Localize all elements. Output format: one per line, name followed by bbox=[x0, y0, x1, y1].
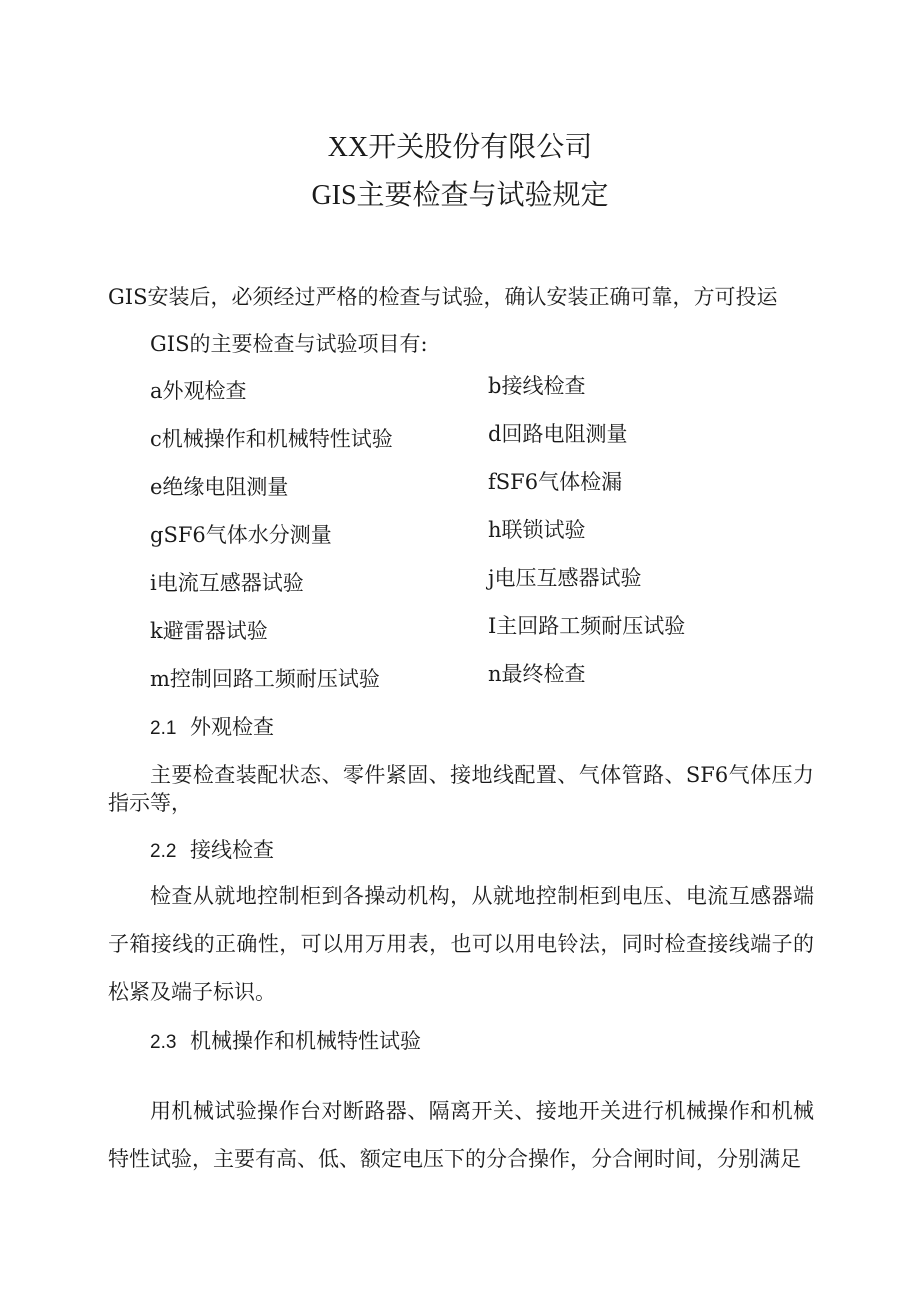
list-item: e绝缘电阻测量 bbox=[150, 475, 289, 499]
list-item: n最终检查 bbox=[488, 662, 586, 686]
section-number: 2.2 bbox=[150, 841, 177, 862]
list-item: b接线检查 bbox=[488, 374, 586, 398]
list-item: fSF6气体检漏 bbox=[488, 470, 623, 494]
section-body: 用机械试验操作台对断路器、隔离开关、接地开关进行机械操作和机械特性试验，主要有高、低、额定电压下的分合操作，分合闸时间，分别满足 bbox=[108, 1099, 814, 1171]
list-item: j电压互感器试验 bbox=[488, 566, 642, 590]
section-body: 检查从就地控制柜到各操动机构，从就地控制柜到电压、电流互感器端子箱接线的正确性，可以用万用表，也可以用电铃法，同时检查接线端子的松紧及端子标识。 bbox=[108, 884, 814, 1004]
list-item: c机械操作和机械特性试验 bbox=[150, 427, 393, 451]
document-title-main: GIS主要检查与试验规定 bbox=[311, 180, 609, 211]
items-heading: GIS的主要检查与试验项目有: bbox=[150, 332, 428, 356]
section-heading bbox=[150, 1027, 421, 1057]
section-number: 2.3 bbox=[150, 1032, 177, 1053]
section-title: 接线检查 bbox=[190, 838, 274, 862]
list-item: I主回路工频耐压试验 bbox=[488, 614, 686, 638]
section-heading bbox=[150, 836, 274, 866]
list-item: h联锁试验 bbox=[488, 518, 586, 542]
list-item: i电流互感器试验 bbox=[150, 571, 304, 595]
section-title: 机械操作和机械特性试验 bbox=[190, 1029, 421, 1053]
section-heading bbox=[150, 713, 274, 743]
document-title-company: XX开关股份有限公司 bbox=[327, 132, 593, 163]
list-item: gSF6气体水分测量 bbox=[150, 523, 332, 547]
list-item: d回路电阻测量 bbox=[488, 422, 628, 446]
section-body: 主要检查装配状态、零件紧固、接地线配置、气体管路、SF6气体压力指示等， bbox=[108, 763, 814, 815]
section-number: 2.1 bbox=[150, 718, 177, 739]
list-item: m控制回路工频耐压试验 bbox=[150, 667, 380, 691]
list-item: a外观检查 bbox=[150, 379, 247, 403]
intro-paragraph: GIS安装后，必须经过严格的检查与试验，确认安装正确可靠，方可投运 bbox=[108, 285, 778, 309]
list-item: k避雷器试验 bbox=[150, 619, 268, 643]
section-title: 外观检查 bbox=[190, 715, 274, 739]
